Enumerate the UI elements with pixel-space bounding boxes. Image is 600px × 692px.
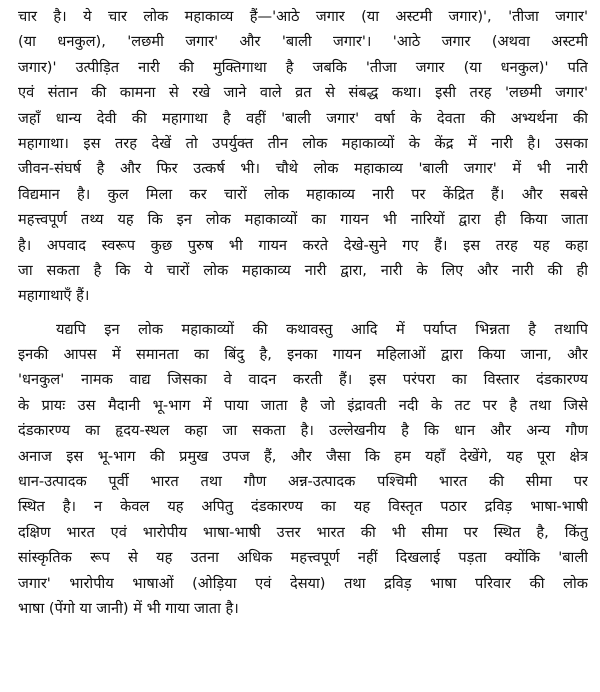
text-line: (या धनकुल), 'लछमी जगार' और 'बाली जगार'। 'आठे जगार (अथवा अस्टमी [18,33,588,51]
text-line: चार है। ये चार लोक महाकाव्य हैं—'आठे जगार (या अस्टमी जगार)', 'तीजा जगार' [18,8,588,25]
text-line: एवं संतान की कामना से रखे जाने वाले व्रत से संबद्ध कथा। इसी तरह 'लछमी जगार' [18,84,588,102]
text-line: यद्यपि इन लोक महाकाव्यों की कथावस्तु आदि में पर्याप्त भिन्नता है तथापि [56,320,588,338]
text-line: जहाँ धान्य देवी की महागाथा है वहीं 'बाली जगार' वर्षा के देवता की अभ्यर्थना की [18,109,588,127]
text-line: विद्यमान है। कुल मिला कर चारों लोक महाकाव्य नारी पर केंद्रित हैं। और सबसे [18,185,588,203]
text-line: दंडकारण्य का हृदय-स्थल कहा जा सकता है। उल्लेखनीय है कि धान और अन्य गौण [18,422,588,440]
text-line: महागाथा। इस तरह देखें तो उपर्युक्त तीन लोक महाकाव्यों के केंद्र में नारी है। उसका [18,134,588,152]
text-line: है। अपवाद स्वरूप कुछ पुरुष भी गायन करते देखे-सुने गए हैं। इस तरह यह कहा [18,236,588,254]
paragraph-2 [18,317,588,622]
text-line: अनाज इस भू-भाग की प्रमुख उपज हैं, और जैसा कि हम यहाँ देखेंगे, यह पूरा क्षेत्र [18,447,588,465]
text-line: महत्त्वपूर्ण तथ्य यह कि इन लोक महाकाव्यों का गायन भी नारियों द्वारा ही किया जाता [18,211,588,229]
text-line: दक्षिण भारत एवं भारोपीय भाषा-भाषी उत्तर भारत की भी सीमा पर स्थित है, किंतु [18,523,588,541]
text-line: इनकी आपस में समानता का बिंदु है, इनका गायन महिलाओं द्वारा किया जाना, और [18,346,588,364]
text-line: जगार' भारोपीय भाषाओं (ओड़िया एवं देसया) तथा द्रविड़ भाषा परिवार की लोक [18,574,588,592]
text-line: स्थित है। न केवल यह अपितु दंडकारण्य का यह विस्तृत पठार द्रविड़ भाषा-भाषी [18,498,588,516]
paragraph-1 [18,4,588,309]
text-line: जीवन-संघर्ष है और फिर उत्कर्ष भी। चौथे लोक महाकाव्य 'बाली जगार' में भी नारी [18,160,588,178]
paragraph-gap [18,309,588,317]
text-line: सांस्कृतिक रूप से यह उतना अधिक महत्त्वपूर्ण नहीं दिखलाई पड़ता क्योंकि 'बाली [18,549,588,567]
text-line: जगार)' उत्पीड़ित नारी की मुक्तिगाथा है जबकि 'तीजा जगार (या धनकुल)' पति [18,58,588,76]
document-page [18,4,588,688]
text-line: महागाथाएँ हैं। [18,287,90,305]
text-line: धान-उत्पादक पूर्वी भारत तथा गौण अन्न-उत्पादक पश्चिमी भारत की सीमा पर [18,473,588,491]
text-line: भाषा (पेंगो या जानी) में भी गाया जाता है। [18,599,239,617]
text-line: जा सकता है कि ये चारों लोक महाकाव्य नारी द्वारा, नारी के लिए और नारी की ही [18,261,588,279]
text-line: 'धनकुल' नामक वाद्य जिसका वे वादन करती हैं। इस परंपरा का विस्तार दंडकारण्य [18,371,588,389]
text-line: के प्रायः उस मैदानी भू-भाग में पाया जाता है जो इंद्रावती नदी के तट पर है तथा जिसे [18,396,588,414]
